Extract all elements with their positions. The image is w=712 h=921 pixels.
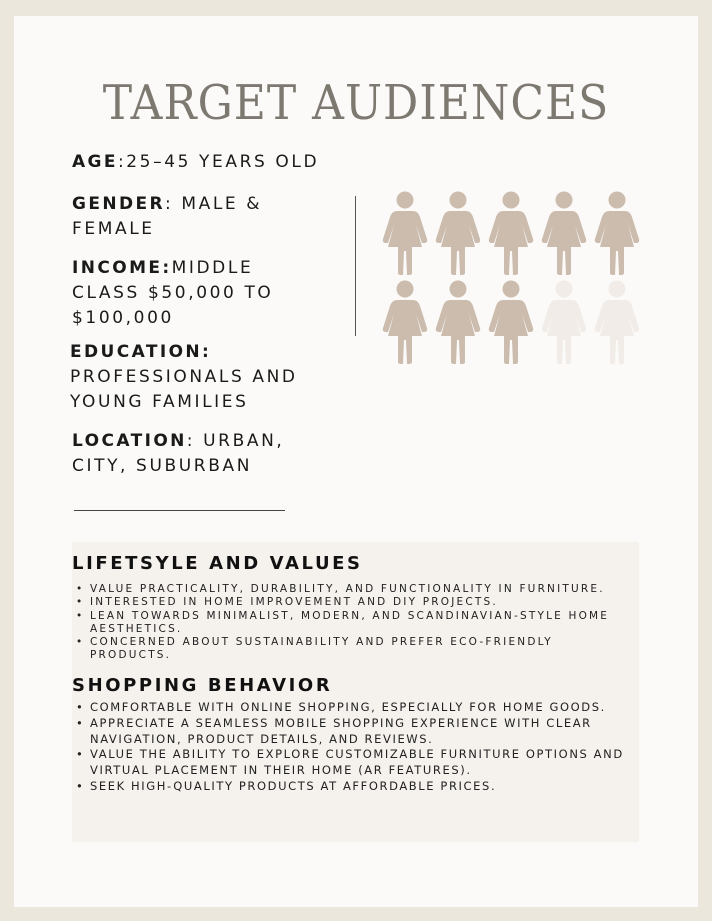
person-icon-filled bbox=[382, 191, 428, 275]
list-item: • VALUE THE ABILITY TO EXPLORE CUSTOMIZABLE FURNITURE OPTIONS AND VIRTUAL PLACEMENT IN THEIR HOME (AR FEATURES). bbox=[76, 747, 636, 779]
fact-income bbox=[72, 256, 312, 331]
list-item: • CONCERNED ABOUT SUSTAINABILITY AND PREFER ECO-FRIENDLY PRODUCTS. bbox=[76, 636, 636, 663]
page-title: TARGET AUDIENCES bbox=[102, 75, 610, 132]
fact-gender-label: GENDER bbox=[72, 194, 166, 214]
person-icon-filled bbox=[488, 191, 534, 275]
fact-education-value: PROFESSIONALS AND YOUNG FAMILIES bbox=[70, 367, 298, 412]
list-item: • INTERESTED IN HOME IMPROVEMENT AND DIY PROJECTS. bbox=[76, 596, 636, 609]
fact-education bbox=[70, 340, 340, 415]
fact-age-sep: : bbox=[117, 152, 127, 172]
person-icon-filled bbox=[594, 191, 640, 275]
audience-pictograph bbox=[382, 191, 644, 371]
person-icon-filled bbox=[488, 280, 534, 364]
person-icon-filled bbox=[435, 191, 481, 275]
fact-location-value: URBAN, CITY, SUBURBAN bbox=[72, 431, 285, 476]
horizontal-divider bbox=[74, 510, 285, 511]
person-icon-empty bbox=[594, 280, 640, 364]
fact-age-value: 25–45 YEARS OLD bbox=[126, 152, 320, 172]
lifestyle-list bbox=[76, 583, 636, 663]
fact-location bbox=[72, 429, 332, 479]
fact-income-label: INCOME: bbox=[72, 258, 172, 278]
person-icon-filled bbox=[382, 280, 428, 364]
person-icon-filled bbox=[435, 280, 481, 364]
person-icon-empty bbox=[541, 280, 587, 364]
person-icon-filled bbox=[541, 191, 587, 275]
shopping-heading: SHOPPING BEHAVIOR bbox=[72, 675, 333, 696]
fact-age bbox=[72, 150, 372, 175]
vertical-divider bbox=[355, 196, 356, 336]
shopping-list bbox=[76, 700, 636, 795]
fact-gender bbox=[72, 192, 302, 242]
fact-education-label: EDUCATION: bbox=[70, 342, 212, 362]
fact-location-sep: : bbox=[186, 431, 196, 451]
list-item: • SEEK HIGH-QUALITY PRODUCTS AT AFFORDABLE PRICES. bbox=[76, 779, 636, 795]
fact-gender-sep: : bbox=[165, 194, 174, 214]
list-item: • LEAN TOWARDS MINIMALIST, MODERN, AND SCANDINAVIAN-STYLE HOME AESTHETICS. bbox=[76, 610, 636, 637]
fact-age-label: AGE bbox=[72, 152, 118, 172]
fact-location-label: LOCATION bbox=[72, 431, 187, 451]
list-item: • COMFORTABLE WITH ONLINE SHOPPING, ESPECIALLY FOR HOME GOODS. bbox=[76, 700, 636, 716]
document-page bbox=[14, 16, 698, 907]
lifestyle-heading: LIFETSYLE AND VALUES bbox=[72, 553, 363, 574]
fact-gender-value: MALE & FEMALE bbox=[72, 194, 263, 239]
fact-income-value: MIDDLE CLASS $50,000 TO $100,000 bbox=[72, 258, 274, 328]
list-item: • VALUE PRACTICALITY, DURABILITY, AND FUNCTIONALITY IN FURNITURE. bbox=[76, 583, 636, 596]
list-item: • APPRECIATE A SEAMLESS MOBILE SHOPPING EXPERIENCE WITH CLEAR NAVIGATION, PRODUCT DETAILS, AND REVIEWS. bbox=[76, 716, 636, 748]
